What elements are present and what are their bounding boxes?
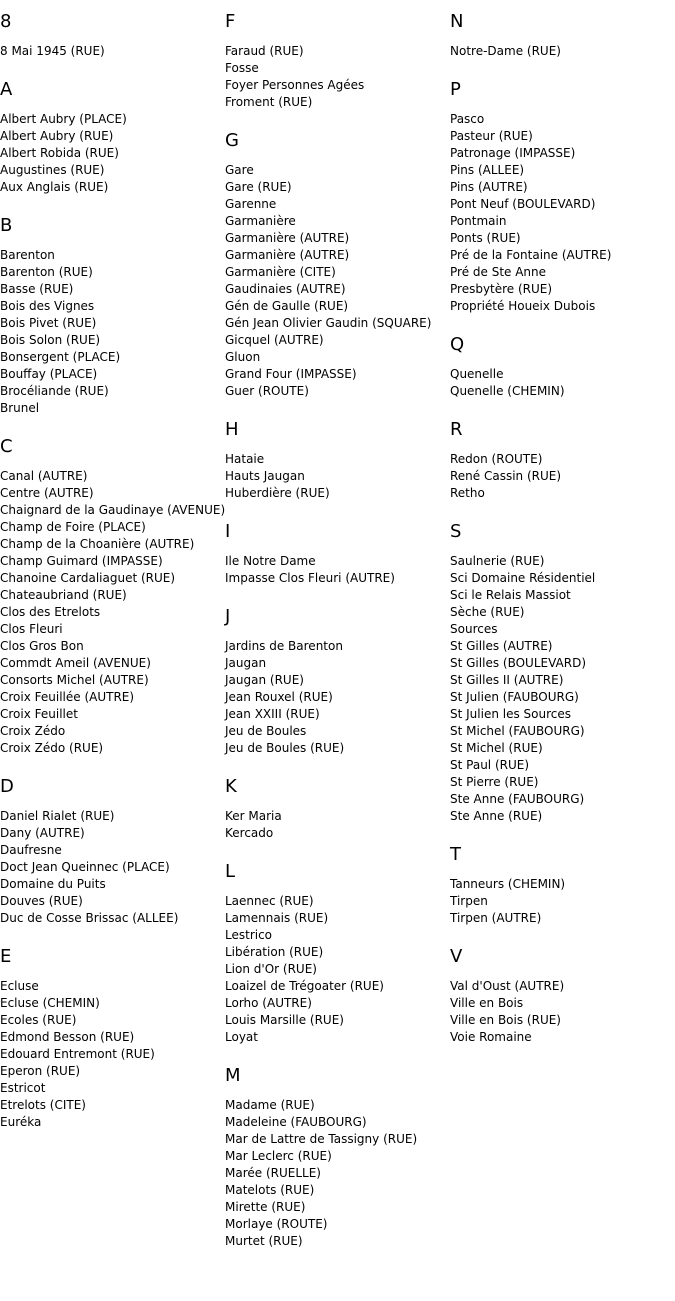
letter-section bbox=[225, 418, 447, 502]
street-name: St Julien (FAUBOURG) bbox=[450, 690, 579, 704]
street-name: Pasteur (RUE) bbox=[450, 129, 533, 143]
letter-section bbox=[450, 78, 672, 315]
street-name: Quenelle bbox=[450, 367, 504, 381]
street-name: Bois des Vignes bbox=[0, 299, 95, 313]
street-name: Doct Jean Queinnec (PLACE) bbox=[0, 860, 170, 874]
street-name: Kercado bbox=[225, 826, 274, 840]
street-name: Bois Pivet (RUE) bbox=[0, 316, 97, 330]
street-name: Basse (RUE) bbox=[0, 282, 74, 296]
street-name: Jean Rouxel (RUE) bbox=[225, 690, 333, 704]
street-name: Consorts Michel (AUTRE) bbox=[0, 673, 149, 687]
street-name: Croix Zédo bbox=[0, 724, 66, 738]
street-list bbox=[450, 553, 672, 825]
street-name: Domaine du Puits bbox=[0, 877, 106, 891]
street-name: Louis Marsille (RUE) bbox=[225, 1013, 344, 1027]
street-name: Impasse Clos Fleuri (AUTRE) bbox=[225, 571, 395, 585]
section-letter-heading: S bbox=[450, 521, 462, 542]
street-name: Albert Aubry (RUE) bbox=[0, 129, 114, 143]
street-name: Ville en Bois bbox=[450, 996, 524, 1010]
street-name: St Michel (FAUBOURG) bbox=[450, 724, 585, 738]
street-name: Pré de la Fontaine (AUTRE) bbox=[450, 248, 612, 262]
street-name: Madame (RUE) bbox=[225, 1098, 315, 1112]
section-letter-heading: P bbox=[450, 79, 461, 100]
street-list bbox=[0, 978, 222, 1131]
street-name: Barenton bbox=[0, 248, 55, 262]
street-list bbox=[0, 808, 222, 927]
street-name: Daufresne bbox=[0, 843, 62, 857]
street-name: Commdt Ameil (AVENUE) bbox=[0, 656, 151, 670]
street-name: Guer (ROUTE) bbox=[225, 384, 309, 398]
street-name: Clos Fleuri bbox=[0, 622, 63, 636]
index-column-2 bbox=[225, 10, 447, 1268]
letter-section bbox=[0, 214, 222, 417]
street-list bbox=[225, 162, 447, 400]
street-list bbox=[0, 111, 222, 196]
street-name: Lion d'Or (RUE) bbox=[225, 962, 317, 976]
street-name: Pont Neuf (BOULEVARD) bbox=[450, 197, 596, 211]
street-name: Ste Anne (FAUBOURG) bbox=[450, 792, 585, 806]
street-name: Faraud (RUE) bbox=[225, 44, 304, 58]
street-name: Edmond Besson (RUE) bbox=[0, 1030, 135, 1044]
index-column-3 bbox=[450, 10, 672, 1064]
street-name: Garmanière (AUTRE) bbox=[225, 231, 350, 245]
letter-section bbox=[225, 10, 447, 111]
street-name: Lestrico bbox=[225, 928, 273, 942]
letter-section bbox=[450, 843, 672, 927]
section-letter-heading: L bbox=[225, 861, 236, 882]
letter-section bbox=[0, 435, 226, 757]
street-name: Chateaubriand (RUE) bbox=[0, 588, 127, 602]
street-name: St Gilles (AUTRE) bbox=[450, 639, 553, 653]
street-name: Lorho (AUTRE) bbox=[225, 996, 312, 1010]
street-name: Champ de Foire (PLACE) bbox=[0, 520, 146, 534]
letter-section bbox=[450, 333, 672, 400]
street-name: Morlaye (ROUTE) bbox=[225, 1217, 328, 1231]
street-name: Ponts (RUE) bbox=[450, 231, 521, 245]
street-name: Fosse bbox=[225, 61, 259, 75]
street-list bbox=[0, 468, 226, 757]
street-name: Redon (ROUTE) bbox=[450, 452, 543, 466]
street-name: Val d'Oust (AUTRE) bbox=[450, 979, 565, 993]
street-name: 8 Mai 1945 (RUE) bbox=[0, 44, 105, 58]
street-name: Canal (AUTRE) bbox=[0, 469, 88, 483]
street-name: Patronage (IMPASSE) bbox=[450, 146, 576, 160]
letter-section bbox=[0, 775, 222, 927]
section-letter-heading: T bbox=[450, 844, 461, 865]
letter-section bbox=[450, 945, 672, 1046]
street-name: Jaugan bbox=[225, 656, 267, 670]
letter-section bbox=[0, 78, 222, 196]
street-name: Clos des Etrelots bbox=[0, 605, 101, 619]
street-name: St Julien les Sources bbox=[450, 707, 572, 721]
street-list bbox=[450, 111, 672, 315]
letter-section bbox=[225, 1064, 447, 1250]
street-name: Hauts Jaugan bbox=[225, 469, 305, 483]
street-name: St Pierre (RUE) bbox=[450, 775, 539, 789]
street-list bbox=[450, 876, 672, 927]
street-list bbox=[225, 893, 447, 1046]
street-name: Albert Robida (RUE) bbox=[0, 146, 119, 160]
street-name: Edouard Entremont (RUE) bbox=[0, 1047, 155, 1061]
street-name: Pins (ALLEE) bbox=[450, 163, 525, 177]
letter-section bbox=[225, 775, 447, 842]
street-name: Jeu de Boules bbox=[225, 724, 307, 738]
street-name: Gare (RUE) bbox=[225, 180, 292, 194]
street-name: Augustines (RUE) bbox=[0, 163, 105, 177]
street-name: Ecluse (CHEMIN) bbox=[0, 996, 100, 1010]
street-name: Croix Feuillet bbox=[0, 707, 78, 721]
street-name: Garmanière (AUTRE) bbox=[225, 248, 350, 262]
street-list bbox=[225, 638, 447, 757]
street-name: Ecluse bbox=[0, 979, 39, 993]
street-name: Garmanière bbox=[225, 214, 296, 228]
letter-section bbox=[450, 10, 672, 60]
street-name: Ecoles (RUE) bbox=[0, 1013, 77, 1027]
street-name: St Michel (RUE) bbox=[450, 741, 543, 755]
street-list bbox=[0, 247, 222, 417]
street-name: Estricot bbox=[0, 1081, 46, 1095]
street-list bbox=[225, 43, 447, 111]
section-letter-heading: J bbox=[225, 606, 231, 627]
street-name: Sources bbox=[450, 622, 498, 636]
street-name: Presbytère (RUE) bbox=[450, 282, 553, 296]
street-name: Bois Solon (RUE) bbox=[0, 333, 101, 347]
index-column-1 bbox=[0, 10, 226, 1149]
street-name: Loyat bbox=[225, 1030, 258, 1044]
section-letter-heading: F bbox=[225, 11, 236, 32]
street-name: St Paul (RUE) bbox=[450, 758, 530, 772]
section-letter-heading: N bbox=[450, 11, 464, 32]
letter-section bbox=[225, 520, 447, 587]
street-name: Quenelle (CHEMIN) bbox=[450, 384, 565, 398]
street-name: Sèche (RUE) bbox=[450, 605, 525, 619]
letter-section bbox=[225, 129, 447, 400]
street-name: Matelots (RUE) bbox=[225, 1183, 315, 1197]
street-name: Barenton (RUE) bbox=[0, 265, 93, 279]
section-letter-heading: M bbox=[225, 1065, 241, 1086]
street-name: Albert Aubry (PLACE) bbox=[0, 112, 127, 126]
street-name: Garenne bbox=[225, 197, 277, 211]
street-name: Murtet (RUE) bbox=[225, 1234, 303, 1248]
street-name: Sci Domaine Résidentiel bbox=[450, 571, 596, 585]
section-letter-heading: C bbox=[0, 436, 13, 457]
street-name: Daniel Rialet (RUE) bbox=[0, 809, 115, 823]
section-letter-heading: I bbox=[225, 521, 231, 542]
street-name: Foyer Personnes Agées bbox=[225, 78, 365, 92]
street-name: Ker Maria bbox=[225, 809, 282, 823]
street-name: Croix Feuillée (AUTRE) bbox=[0, 690, 135, 704]
street-name: Jaugan (RUE) bbox=[225, 673, 304, 687]
section-letter-heading: K bbox=[225, 776, 237, 797]
street-name: Madeleine (FAUBOURG) bbox=[225, 1115, 367, 1129]
street-name: Centre (AUTRE) bbox=[0, 486, 94, 500]
street-name: Mar Leclerc (RUE) bbox=[225, 1149, 332, 1163]
street-name: St Gilles (BOULEVARD) bbox=[450, 656, 586, 670]
street-name: Eperon (RUE) bbox=[0, 1064, 81, 1078]
section-letter-heading: Q bbox=[450, 334, 465, 355]
street-name: Grand Four (IMPASSE) bbox=[225, 367, 357, 381]
street-name: Ville en Bois (RUE) bbox=[450, 1013, 561, 1027]
section-letter-heading: V bbox=[450, 946, 463, 967]
street-list bbox=[225, 553, 447, 587]
street-name: Chanoine Cardaliaguet (RUE) bbox=[0, 571, 176, 585]
street-name: Gare bbox=[225, 163, 254, 177]
street-list bbox=[450, 978, 672, 1046]
street-name: Jeu de Boules (RUE) bbox=[225, 741, 345, 755]
street-name: Clos Gros Bon bbox=[0, 639, 84, 653]
street-name: Brocéliande (RUE) bbox=[0, 384, 109, 398]
street-name: Gicquel (AUTRE) bbox=[225, 333, 324, 347]
street-name: Bonsergent (PLACE) bbox=[0, 350, 121, 364]
street-name: René Cassin (RUE) bbox=[450, 469, 562, 483]
letter-section bbox=[450, 418, 672, 502]
street-name: Marée (RUELLE) bbox=[225, 1166, 321, 1180]
street-name: Croix Zédo (RUE) bbox=[0, 741, 104, 755]
street-name: Dany (AUTRE) bbox=[0, 826, 85, 840]
street-name: Mirette (RUE) bbox=[225, 1200, 306, 1214]
letter-section bbox=[450, 520, 672, 825]
street-name: Ile Notre Dame bbox=[225, 554, 316, 568]
section-letter-heading: G bbox=[225, 130, 239, 151]
section-letter-heading: D bbox=[0, 776, 14, 797]
street-name: St Gilles II (AUTRE) bbox=[450, 673, 564, 687]
street-list bbox=[225, 1097, 447, 1250]
street-name: Tirpen bbox=[450, 894, 488, 908]
street-name: Gén de Gaulle (RUE) bbox=[225, 299, 349, 313]
street-name: Champ Guimard (IMPASSE) bbox=[0, 554, 163, 568]
street-name: Gluon bbox=[225, 350, 261, 364]
section-letter-heading: R bbox=[450, 419, 463, 440]
section-letter-heading: H bbox=[225, 419, 239, 440]
street-name: Froment (RUE) bbox=[225, 95, 313, 109]
street-name: Bouffay (PLACE) bbox=[0, 367, 98, 381]
street-name: Laennec (RUE) bbox=[225, 894, 314, 908]
section-letter-heading: A bbox=[0, 79, 13, 100]
street-name: Lamennais (RUE) bbox=[225, 911, 329, 925]
street-name: Etrelots (CITE) bbox=[0, 1098, 86, 1112]
street-name: Brunel bbox=[0, 401, 40, 415]
street-name: Duc de Cosse Brissac (ALLEE) bbox=[0, 911, 179, 925]
street-name: Euréka bbox=[0, 1115, 42, 1129]
street-name: Jardins de Barenton bbox=[225, 639, 343, 653]
street-name: Retho bbox=[450, 486, 485, 500]
letter-section bbox=[225, 605, 447, 757]
street-name: Douves (RUE) bbox=[0, 894, 83, 908]
street-name: Propriété Houeix Dubois bbox=[450, 299, 596, 313]
street-name: Tanneurs (CHEMIN) bbox=[450, 877, 566, 891]
street-name: Gén Jean Olivier Gaudin (SQUARE) bbox=[225, 316, 432, 330]
street-list bbox=[450, 451, 672, 502]
street-name: Loaizel de Trégoater (RUE) bbox=[225, 979, 384, 993]
street-name: Chaignard de la Gaudinaye (AVENUE) bbox=[0, 503, 226, 517]
letter-section bbox=[225, 860, 447, 1046]
street-name: Aux Anglais (RUE) bbox=[0, 180, 109, 194]
street-name: Sci le Relais Massiot bbox=[450, 588, 571, 602]
street-name: Champ de la Choanière (AUTRE) bbox=[0, 537, 195, 551]
street-name: Pins (AUTRE) bbox=[450, 180, 528, 194]
street-name: Notre-Dame (RUE) bbox=[450, 44, 561, 58]
section-letter-heading: 8 bbox=[0, 11, 12, 32]
street-name: Voie Romaine bbox=[450, 1030, 532, 1044]
street-name: Pasco bbox=[450, 112, 485, 126]
street-list bbox=[225, 451, 447, 502]
street-name: Hataie bbox=[225, 452, 265, 466]
street-name: Saulnerie (RUE) bbox=[450, 554, 545, 568]
section-letter-heading: B bbox=[0, 215, 13, 236]
street-name: Libération (RUE) bbox=[225, 945, 324, 959]
street-list bbox=[450, 366, 672, 400]
street-name: Ste Anne (RUE) bbox=[450, 809, 543, 823]
street-list bbox=[0, 43, 222, 60]
street-name: Jean XXIII (RUE) bbox=[225, 707, 320, 721]
street-list bbox=[450, 43, 672, 60]
letter-section bbox=[0, 10, 222, 60]
street-list bbox=[225, 808, 447, 842]
street-name: Pré de Ste Anne bbox=[450, 265, 547, 279]
street-name: Mar de Lattre de Tassigny (RUE) bbox=[225, 1132, 418, 1146]
street-name: Garmanière (CITE) bbox=[225, 265, 336, 279]
street-name: Pontmain bbox=[450, 214, 507, 228]
letter-section bbox=[0, 945, 222, 1131]
street-name: Gaudinaies (AUTRE) bbox=[225, 282, 346, 296]
street-name: Tirpen (AUTRE) bbox=[450, 911, 542, 925]
section-letter-heading: E bbox=[0, 946, 12, 967]
street-name: Huberdière (RUE) bbox=[225, 486, 330, 500]
